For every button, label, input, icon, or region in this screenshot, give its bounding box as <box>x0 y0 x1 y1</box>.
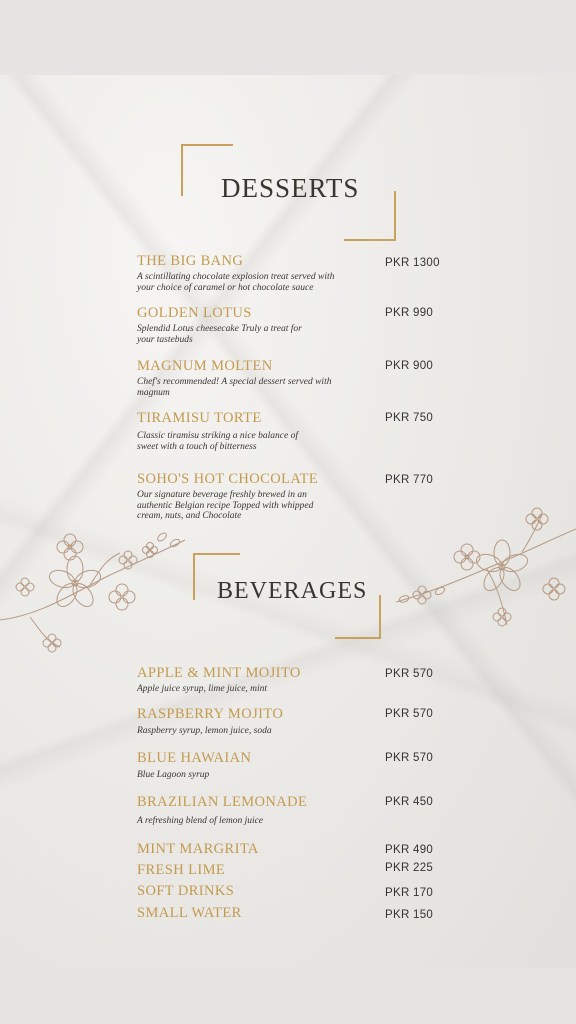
menu-page <box>0 75 576 968</box>
beverage-item-price: PKR 490 <box>385 844 434 856</box>
dessert-item-name: GOLDEN LOTUS <box>137 305 252 321</box>
beverage-item-price: PKR 450 <box>385 796 434 808</box>
beverage-item-name: SMALL WATER <box>137 905 242 921</box>
floral-branch-left-icon <box>0 525 190 665</box>
beverage-item-desc: Blue Lagoon syrup <box>137 770 210 780</box>
dessert-item-name: TIRAMISU TORTE <box>137 410 262 426</box>
dessert-item-desc: Classic tiramisu striking a nice balance of sweet with a touch of bitterness <box>137 431 298 452</box>
dessert-item-price: PKR 1300 <box>385 257 440 269</box>
dessert-item-desc: Splendid Lotus cheesecake Truly a treat for your tastebuds <box>137 324 302 345</box>
beverage-item-name: BLUE HAWAIAN <box>137 750 252 766</box>
beverage-item-name: MINT MARGRITA <box>137 841 259 857</box>
beverage-item-name: FRESH LIME <box>137 862 226 878</box>
beverage-item-desc: Apple juice syrup, lime juice, mint <box>137 684 268 694</box>
dessert-item-name: THE BIG BANG <box>137 253 244 269</box>
dessert-item-desc: A scintillating chocolate explosion treat served with your choice of caramel or hot chocolate sauce <box>137 272 335 293</box>
floral-branch-right-icon <box>392 507 576 647</box>
dessert-item-name: MAGNUM MOLTEN <box>137 358 273 374</box>
dessert-item-price: PKR 990 <box>385 307 434 319</box>
beverage-item-price: PKR 225 <box>385 862 434 874</box>
beverage-item-price: PKR 170 <box>385 887 434 899</box>
dessert-item-price: PKR 900 <box>385 360 434 372</box>
beverage-item-name: APPLE & MINT MOJITO <box>137 665 301 681</box>
dessert-item-desc: Chef's recommended! A special dessert served with magnum <box>137 377 332 398</box>
beverage-item-name: SOFT DRINKS <box>137 883 235 899</box>
beverage-item-price: PKR 570 <box>385 752 434 764</box>
dessert-item-price: PKR 750 <box>385 412 434 424</box>
beverage-item-price: PKR 570 <box>385 708 434 720</box>
beverage-item-price: PKR 570 <box>385 668 434 680</box>
dessert-item-price: PKR 770 <box>385 474 434 486</box>
beverage-item-desc: A refreshing blend of lemon juice <box>137 816 264 826</box>
beverage-item-desc: Raspberry syrup, lemon juice, soda <box>137 726 272 736</box>
beverage-item-name: RASPBERRY MOJITO <box>137 706 284 722</box>
dessert-item-name: SOHO'S HOT CHOCOLATE <box>137 471 319 487</box>
dessert-item-desc: Our signature beverage freshly brewed in an authentic Belgian recipe Topped with whipped cream, nuts, and Chocolate <box>137 490 314 521</box>
beverages-title: BEVERAGES <box>217 578 368 604</box>
beverage-item-price: PKR 150 <box>385 909 434 921</box>
desserts-title: DESSERTS <box>221 173 360 203</box>
beverage-item-name: BRAZILIAN LEMONADE <box>137 794 308 810</box>
